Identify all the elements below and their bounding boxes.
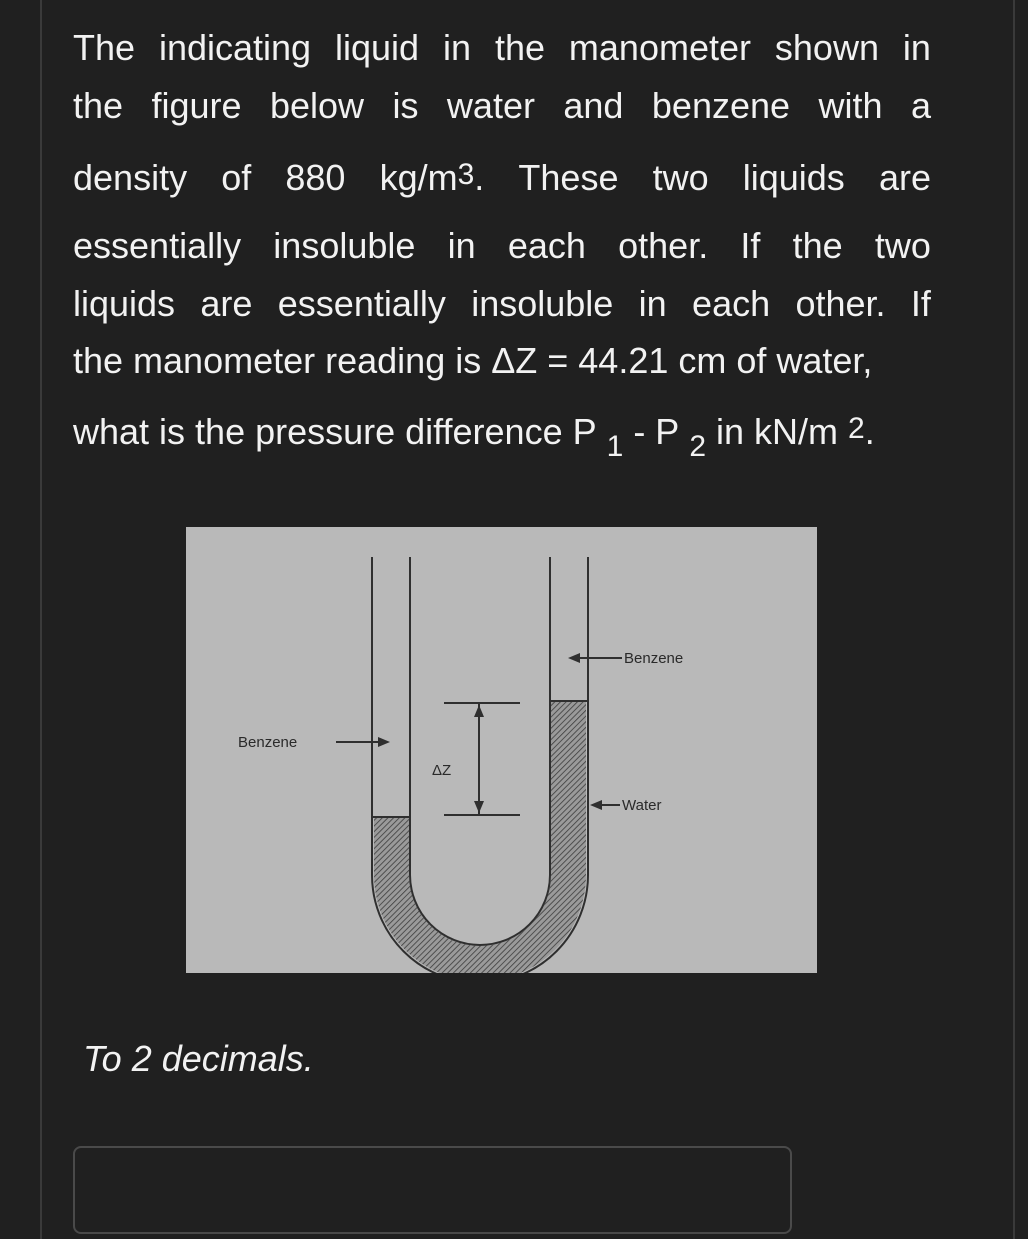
- water-label: Water: [622, 797, 662, 814]
- question-word: 880: [285, 157, 346, 198]
- question-line-3: [73, 157, 931, 198]
- question-line-5: [73, 283, 931, 324]
- question-word: insoluble: [273, 225, 416, 266]
- question-word: in: [442, 27, 472, 68]
- dz-label: ΔZ: [432, 762, 452, 779]
- question-word: in: [638, 283, 667, 324]
- question-word: If: [740, 225, 761, 266]
- question-word: two: [652, 157, 709, 198]
- question-word: indicating: [158, 27, 312, 68]
- question-word: benzene: [651, 85, 791, 126]
- question-word: water: [446, 85, 535, 126]
- question-word: shown: [774, 27, 879, 68]
- question-word: is: [392, 85, 419, 126]
- dz-arrow-down-icon: [474, 801, 484, 813]
- question-word: and: [563, 85, 624, 126]
- question-word: in: [447, 225, 476, 266]
- question-word: insoluble: [471, 283, 614, 324]
- question-line-7-text: what is the pressure difference P $_1$ - P $_2$ in kN/m $^2$.: [73, 411, 875, 463]
- question-word: $kg/m^3$.: [379, 157, 485, 198]
- manometer-figure: [186, 527, 817, 973]
- question-line-7: [73, 411, 931, 463]
- question-line-6: [73, 340, 931, 381]
- question-word: essentially: [277, 283, 446, 324]
- question-word: a: [910, 85, 931, 126]
- question-word: with: [818, 85, 883, 126]
- question-word: other.: [795, 283, 886, 324]
- question-word: are: [200, 283, 253, 324]
- question-word: each: [692, 283, 771, 324]
- manometer-diagram: [186, 527, 817, 973]
- dz-arrow-up-icon: [474, 705, 484, 717]
- benzene-left-arrow-icon: [378, 737, 390, 747]
- benzene-left-label: Benzene: [238, 734, 298, 751]
- answer-input[interactable]: [73, 1146, 792, 1234]
- question-line-6-text: the manometer reading is ΔZ = 44.21 cm of water,: [73, 340, 873, 381]
- benzene-right-label: Benzene: [624, 650, 684, 667]
- question-word: each: [507, 225, 586, 266]
- question-word: liquids: [742, 157, 845, 198]
- precision-note: To 2 decimals.: [83, 1038, 314, 1079]
- question-word: the: [792, 225, 843, 266]
- question-word: of: [221, 157, 252, 198]
- question-word: essentially: [73, 225, 242, 266]
- question-word: liquid: [335, 27, 420, 68]
- question-word: figure: [151, 85, 242, 126]
- question-line-1: [73, 27, 931, 68]
- question-word: below: [269, 85, 365, 126]
- question-word: are: [878, 157, 931, 198]
- question-word: other.: [618, 225, 709, 266]
- question-word: These: [518, 157, 619, 198]
- question-word: The: [73, 27, 136, 68]
- question-word: the: [494, 27, 545, 68]
- question-word: the: [73, 85, 124, 126]
- question-word: liquids: [73, 283, 176, 324]
- question-word: two: [874, 225, 931, 266]
- water-arrow-icon: [590, 800, 602, 810]
- question-line-2: [73, 85, 931, 126]
- question-line-4: [73, 225, 931, 266]
- question-word: density: [73, 157, 188, 198]
- question-word: manometer: [568, 27, 751, 68]
- benzene-right-arrow-icon: [568, 653, 580, 663]
- question-word: in: [902, 27, 931, 68]
- question-word: If: [910, 283, 931, 324]
